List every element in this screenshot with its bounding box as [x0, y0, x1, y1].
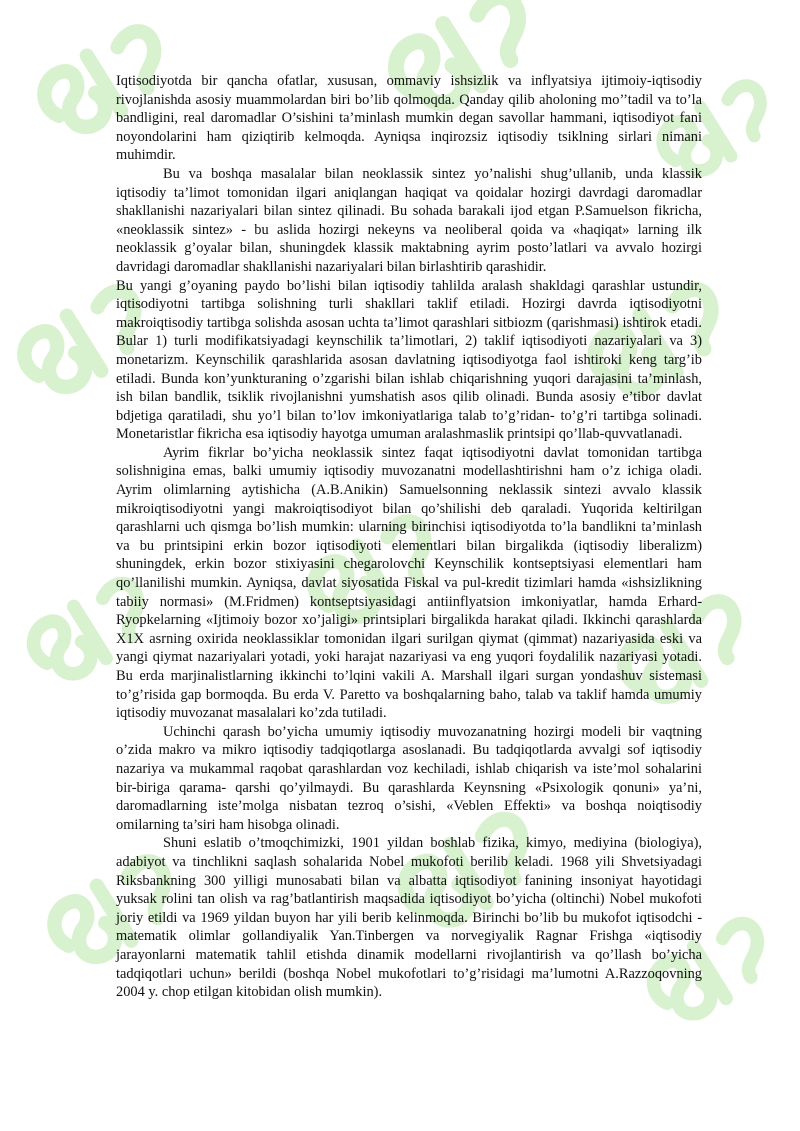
paragraph: Iqtisodiyotda bir qancha ofatlar, xususan, ommaviy ishsizlik va inflyatsiya ijtimoiy-iqtisodiy rivojlanishda asosiy muammolardan biri bo’lib qolmoqda. Qanday qilib aholoning mo’’tadil va to’la bandligini, real daromadlar O’sishini ta’minlash mumkin degan savollar hammani, iqtisodiyot fani noyondolarini ham qiziqtirib kelmoqda. Ayniqsa inqirozsiz iqtisodiy tsiklning sirlari nimani muhimdir.	[116, 73, 702, 164]
paragraph: Bu yangi g’oyaning paydo bo’lishi bilan iqtisodiy tahlilda aralash shakldagi qarashlar ustundir, iqtisodiyotni tartibga solishning turli shakllari taklif etiladi. Hozirgi davrda iqtisodiyotni makroiqtisodiy tartibga solishda asosan uchta ta’limot qarashlari sitbiozm (qarishmasi) ishtirok etadi. Bular 1) turli modifikatsiyadagi keynschilik ta’limotlari, 2) taklif iqtisodiyoti nazariyalari va 3) monetarizm. Keynschilik qarashlarida asosan davlatning iqtisodiyotga faol ishtiroki keng targ’ib etiladi. Bunda kon’yunkturaning o’zgarishi bilan ishlab chiqarishning yuqori darajasini ta’minlash, ish bilan bandlik, tsiklik rivojlanishni yumshatish asos qilib olinadi. Bunda asosiy e’tibor davlat bdjetiga qaratiladi, shu yo’l bilan to’lov imkoniyatlariga talab to’g’ridan- to’g’ri tartibga solinadi. Monetaristlar fikricha esa iqtisodiy hayotga umuman aralashmaslik printsipi qo’llab-quvvatlanadi.	[116, 277, 702, 443]
document-body	[116, 72, 702, 1002]
paragraph: Uchinchi qarash bo’yicha umumiy iqtisodiy muvozanatning hozirgi modeli bir vaqtning o’zida makro va mikro iqtisodiy tadqiqotlarga asoslanadi. Bu tadqiqotlarda avvalgi sof iqtisodiy nazariya va mukammal raqobat qarashlardan voz kechiladi, ishlab chiqarish va iste’mol sohalarini bir-biriga qarama- qarshi qo’yilmaydi. Bu qarashlarda Keynsning «Psixologik qonuni» ya’ni, daromadlarning iste’molga nisbatan tezroq o’sishi, «Veblen Effekti» va boshqa noiqtisodiy omilarning ta’siri ham hisobga olinadi.	[116, 723, 702, 833]
paragraph: Ayrim fikrlar bo’yicha neoklassik sintez faqat iqtisodiyotni davlat tomonidan tartibga solishnigina emas, balki umumiy iqtisodiy muvozanatni modellashtirishni ham o’z ichiga oladi. Ayrim olimlarning aytishicha (A.B.Anikin) Samuelsonning neklassik sintezi avvalo klassik mikroiqtisodiyotni yangi makroiqtisodiyot bilan qo’shilishi deb qaraladi. Yuqorida keltirilgan qarashlarni uch qismga bo’lish mumkin: ularning birinchisi iqtisodiyotda to’la bandlikni ta’minlash va bu printsipini erkin bozor iqtisodiyoti elementlari bilan birgalikda (iqtisodiy liberalizm) shuningdek, erkin bozor stixiyasini chegarolovchi Keynschilik kontseptsiyasi elementlari ham qo’llanilishi mumkin. Ayniqsa, davlat siyosatida Fiskal va pul-kredit tizimlari hamda «ishsizlikning tabiiy normasi» (M.Fridmen) kontseptsiyasidagi antiinflyatsion imkoniyatlar, hamda Erhard-Ryopkelarning «Ijtimoiy bozor xo’jaligi» printsiplari birgalikda harakat qiladi. Ikkinchi qarashlarda X1X asrning oxirida neoklassiklar tomonidan ilgari surilgan qiymat (qimmat) nazariyasida eski va yangi qiymat nazariyalari yotadi, yoki harajat nazariyasi va eng yuqori foydalilik nazariyasi yotadi. Bu erda marjinalistlarning ikkinchi to’lqini vakili A. Marshall ilgari surgan yondashuv sistemasi to’g’risida gap bormoqda. Bu erda V. Paretto va boshqalarning baho, talab va taklif hamda umumiy iqtisodiy muvozanat masalalari ko’zda tutiladi.	[116, 444, 702, 722]
paragraph: Bu va boshqa masalalar bilan neoklassik sintez yo’nalishi shug’ullanib, unda klassik iqtisodiy ta’limot tomonidan ilgari aniqlangan haqiqat va qoidalar hozirgi davrdagi daromadlar shakllanishi nazariyalari bilan sintez qilinadi. Bu sohada barakali ijod etgan P.Samuelson fikricha, «neoklassik sintez» - bu aslida hozirgi nekeyns va neoliberal qoida va «haqiqat» larning ilk neoklassik g’oyalar bilan, shuningdek klassik maktabning ayrim posto’latlari va avvalo hozirgi davridagi daromadlar shakllanishi nazariyalari bilan birlashtirib qarashidir.	[116, 165, 702, 275]
paragraph: Shuni eslatib o’tmoqchimizki, 1901 yildan boshlab fizika, kimyo, mediyina (biologiya), adabiyot va tinchlikni saqlash sohalarida Nobel mukofoti berilib keladi. 1968 yili Shvetsiyadagi Riksbankning 300 yilligi munosabati bilan va albatta iqtisodiyot fanining insoniyat hayotidagi yuksak rolini tan olish va rag’batlantirish maqsadida iqtisodiyot bo’yicha (oltinchi) Nobel mukofoti joriy etildi va 1969 yildan buyon har yili berib kelinmoqda. Birinchi bo’lib bu mukofot iqtisodchi - matematik olimlar gollandiyalik Yan.Tinbergen va norvegiyalik Ragnar Frishga «iqtisodiy jarayonlarni matematik tahlil etishda dinamik modellarni rivojlantirish va qo’llash bo’yicha tadqiqotlari uchun» berildi (boshqa Nobel mukofotlari to’g’risidagi ma’lumotni A.Razzoqovning 2004 y. chop etilgan kitobidan olish mumkin).	[116, 835, 702, 1001]
